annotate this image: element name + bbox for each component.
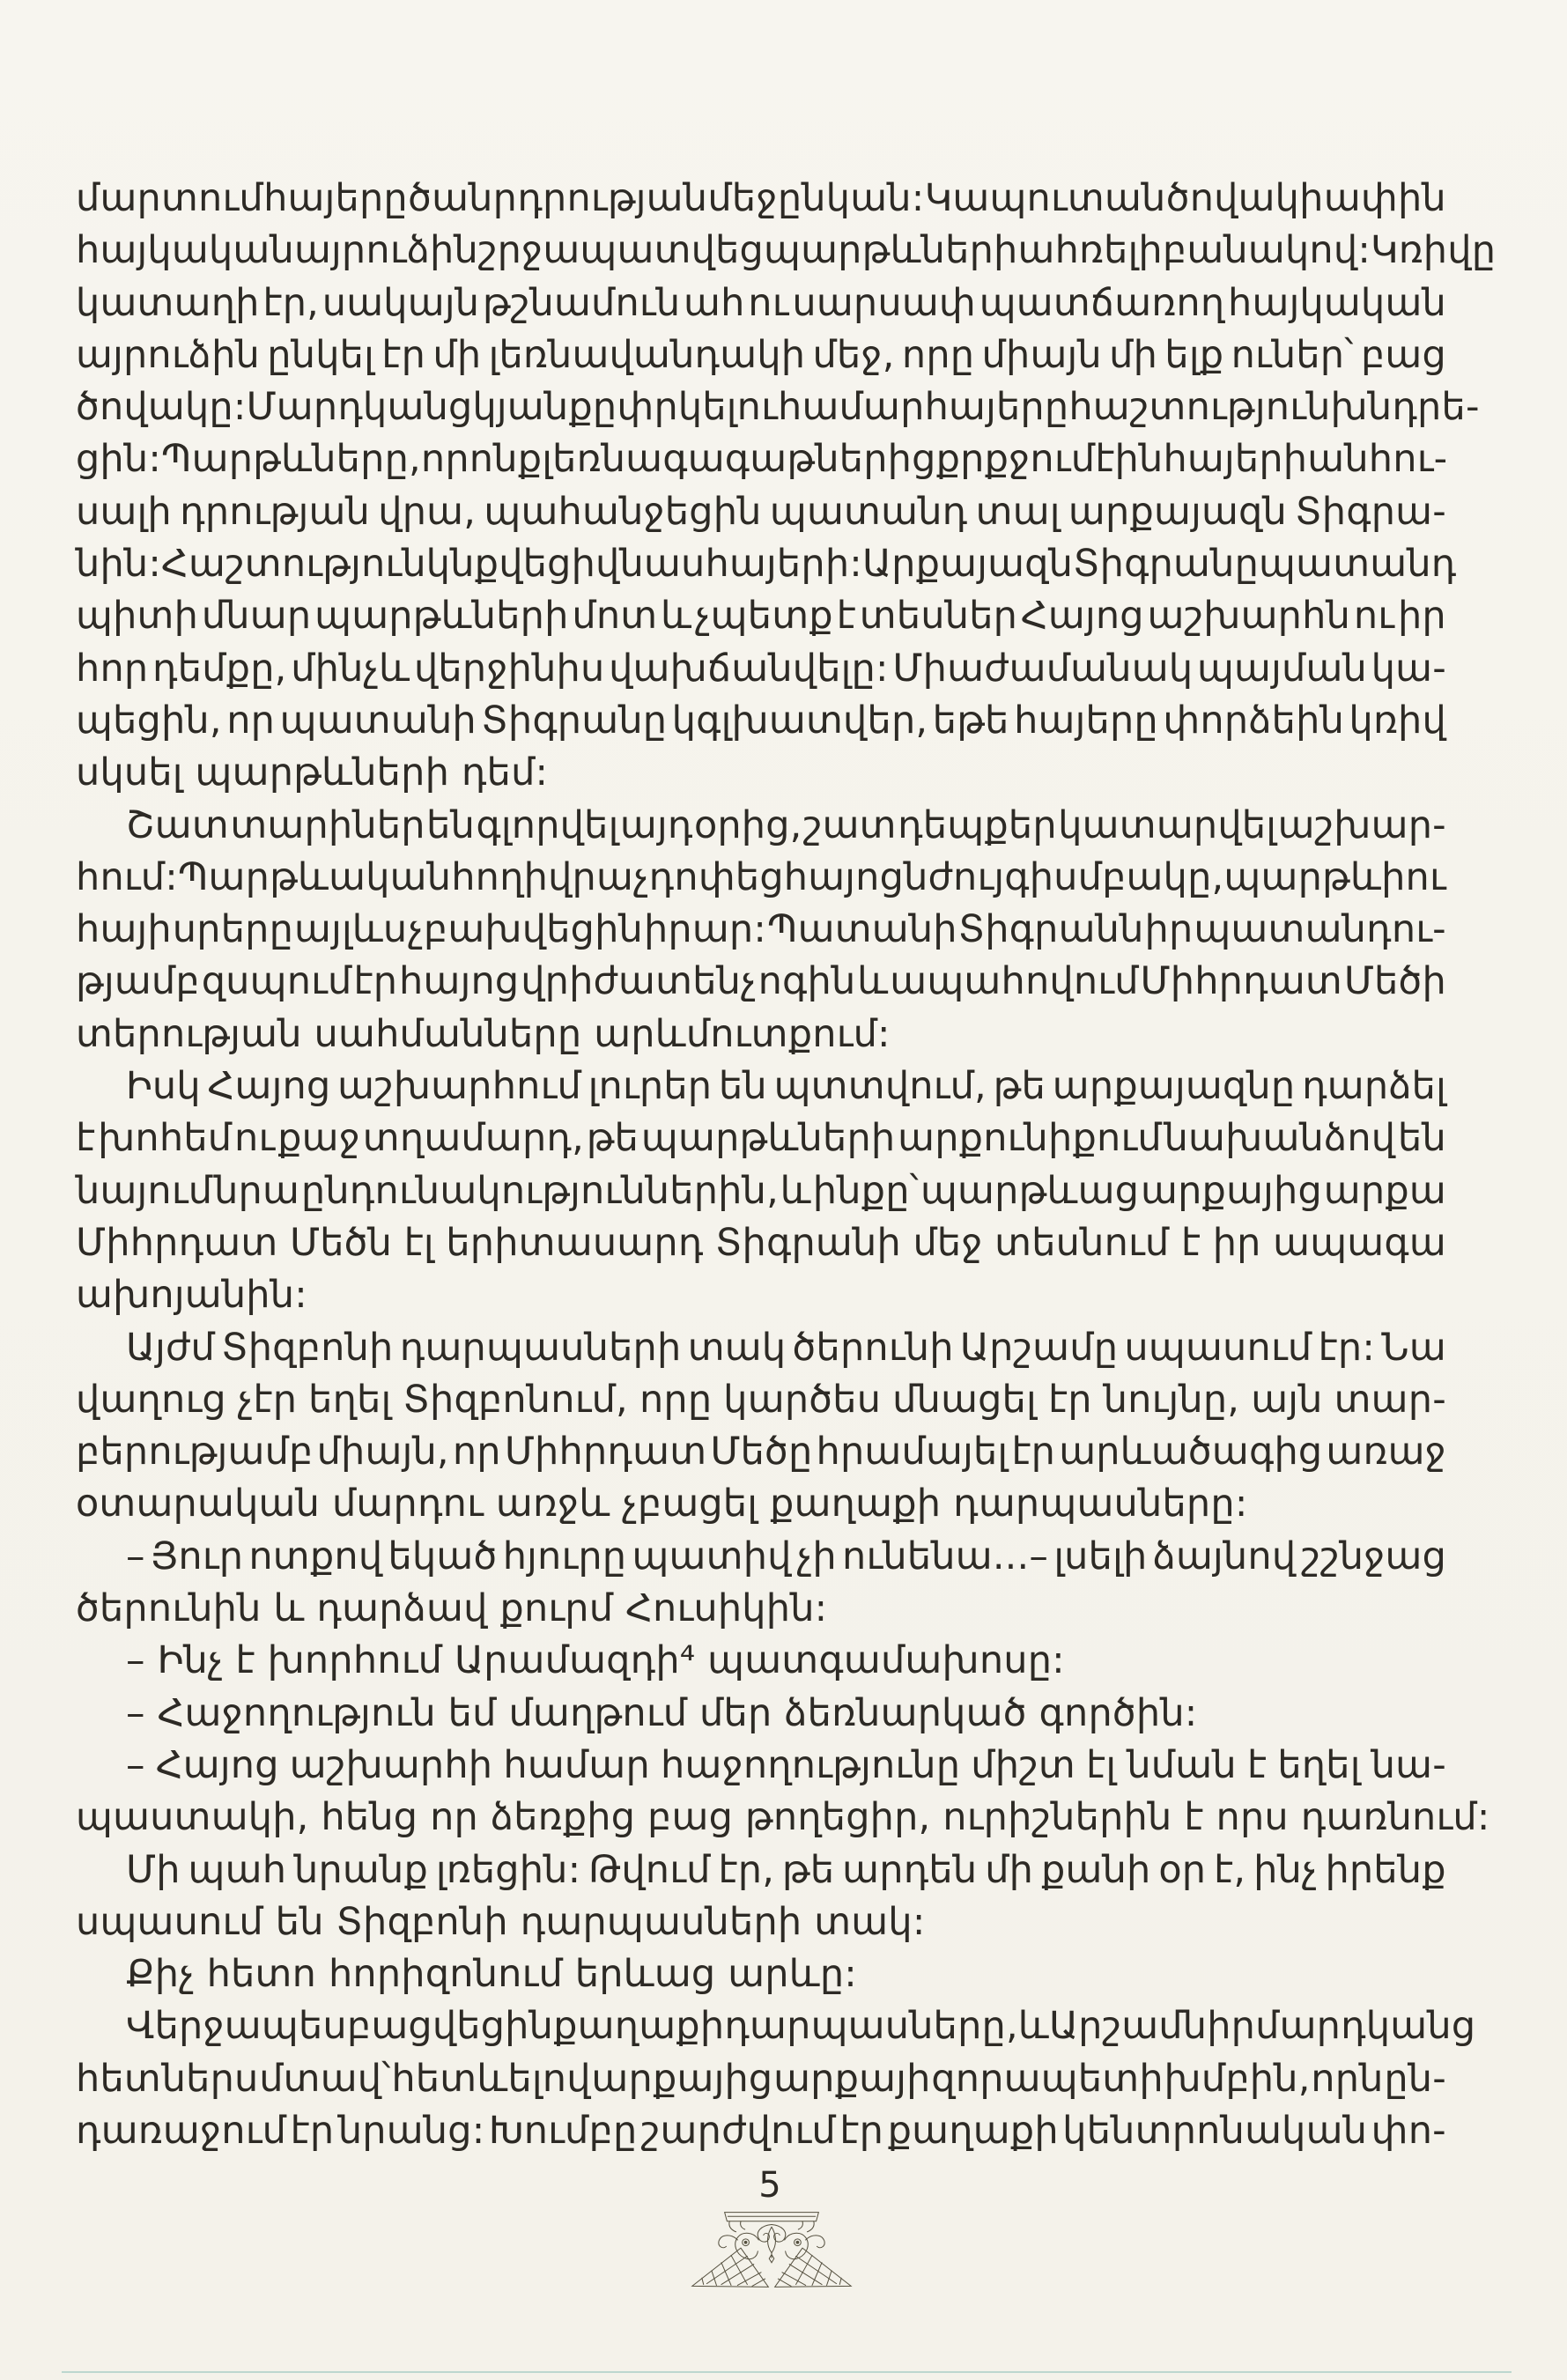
text-line: թյամբ զսպում էր հայոց վրիժատենչ ոգին և ապահովում Միհրդատ Մեծի — [76, 959, 1446, 1004]
text-line: է խոհեմ ու քաջ տղամարդ, թե պարթևների արքունիքում նախանձով են — [76, 1116, 1446, 1161]
text-line: տերության սահմանները արևմուտքում: — [76, 1011, 891, 1056]
text-line: ծերունին և դարձավ քուրմ Հուսիկին: — [76, 1586, 828, 1631]
text-line: Այժմ Տիզբոնի դարպասների տակ ծերունի Արշամը սպասում էր: Նա — [126, 1325, 1446, 1370]
text-line: հում: Պարթևական հողի վրա չդոփեց հայոց նժույգի սմբակը, պարթևի ու — [76, 854, 1446, 899]
page-number: 5 — [758, 2165, 781, 2206]
text-line: – Հաջողություն եմ մաղթում մեր ձեռնարկած գործին: — [126, 1690, 1198, 1735]
text-line: հետ ներս մտավ՝ հետևելով արքայից արքայի զորապետի խմբին, որն ըն- — [76, 2056, 1446, 2101]
text-line: այրուձին ընկել էր մի լեռնավանդակի մեջ, որը միայն մի ելք ուներ՝ բաց — [76, 332, 1446, 377]
text-line: Քիչ հետո հորիզոնում երևաց արևը: — [126, 1952, 857, 1997]
text-line: պիտի մնար պարթևների մոտ և չպետք է տեսներ Հայոց աշխարհն ու իր — [76, 594, 1446, 639]
text-line: Մի պահ նրանք լռեցին: Թվում էր, թե արդեն մի քանի օր է, ինչ իրենք — [126, 1847, 1446, 1892]
text-line: մարտում հայերը ծանր դրության մեջ ընկան: Կապուտան ծովակի ափին — [76, 176, 1446, 220]
text-line: դառաջում էր նրանց: Խումբը շարժվում էր քաղաքի կենտրոնական փո- — [76, 2108, 1446, 2153]
text-line: օտարական մարդու առջև չբացել քաղաքի դարպասները: — [76, 1482, 1248, 1526]
text-line: Շատ տարիներ են գլորվել այդ օրից, շատ դեպքեր կատարվել աշխար- — [126, 802, 1446, 847]
winged-capital-ornament-icon — [689, 2209, 854, 2290]
text-line: կատաղի էր, սակայն թշնամուն ահ ու սարսափ պատճառող հայկական — [76, 280, 1446, 325]
text-line: պեցին, որ պատանի Տիգրանը կգլխատվեր, եթե հայերը փորձեին կռիվ — [76, 698, 1446, 743]
text-line: Միհրդատ Մեծն էլ երիտասարդ Տիգրանի մեջ տեսնում է իր ապագա — [76, 1220, 1446, 1265]
text-line: – Յուր ոտքով եկած հյուրը պատիվ չի ունենա...– լսելի ձայնով շշնջաց — [126, 1534, 1446, 1578]
text-line: բերությամբ միայն, որ Միհրդատ Մեծը հրամայել էր արևածագից առաջ — [76, 1430, 1446, 1475]
text-line: ցին: Պարթևները, որոնք լեռնագագաթներից քրքջում էին հայերի անհու- — [76, 437, 1448, 482]
text-line: – Հայոց աշխարհի համար հաջողությունը միշտ էլ նման է եղել նա- — [126, 1742, 1446, 1787]
text-line: հայկական այրուձին շրջապատվեց պարթևների ահռելի բանակով: Կռիվը — [76, 228, 1497, 273]
text-line: – Ինչ է խորհում Արամազդի⁴ պատգամախոսը: — [126, 1638, 1065, 1683]
text-line: վաղուց չէր եղել Տիզբոնում, որը կարծես մնացել էր նույնը, այն տար- — [76, 1377, 1446, 1422]
text-line: Վերջապես բացվեցին քաղաքի դարպասները, և Արշամն իր մարդկանց — [126, 2004, 1476, 2049]
text-line: Իսկ Հայոց աշխարհում լուրեր են պտտվում, թե արքայազնը դարձել — [126, 1064, 1446, 1109]
text-line: հոր դեմքը, մինչև վերջինիս վախճանվելը: Միաժամանակ պայման կա- — [76, 646, 1446, 691]
body-text — [76, 173, 1497, 2157]
text-line: սալի դրության վրա, պահանջեցին պատանդ տալ արքայազն Տիգրա- — [76, 489, 1446, 534]
text-line: սկսել պարթևների դեմ: — [76, 750, 549, 795]
text-line: ախոյանին: — [76, 1273, 307, 1318]
text-line: հայի սրերը այլևս չբախվեցին իրար: Պատանի Տիգրանն իր պատանդու- — [76, 907, 1446, 952]
text-line: նին: Հաշտություն կնքվեց ի վնաս հայերի: Արքայազն Տիգրանը պատանդ — [76, 542, 1457, 587]
text-line: նայում նրա ընդունակություններին, և ինքը՝ պարթևաց արքայից արքա — [76, 1168, 1446, 1213]
text-line: սպասում են Տիզբոնի դարպասների տակ: — [76, 1899, 926, 1944]
text-line: ծովակը: Մարդկանց կյանքը փրկելու համար հայերը հաշտություն խնդրե- — [76, 385, 1480, 430]
scan-edge-line — [62, 2371, 1512, 2373]
text-line: պաստակի, հենց որ ձեռքից բաց թողեցիր, ուրիշներին է որս դառնում: — [76, 1795, 1490, 1840]
